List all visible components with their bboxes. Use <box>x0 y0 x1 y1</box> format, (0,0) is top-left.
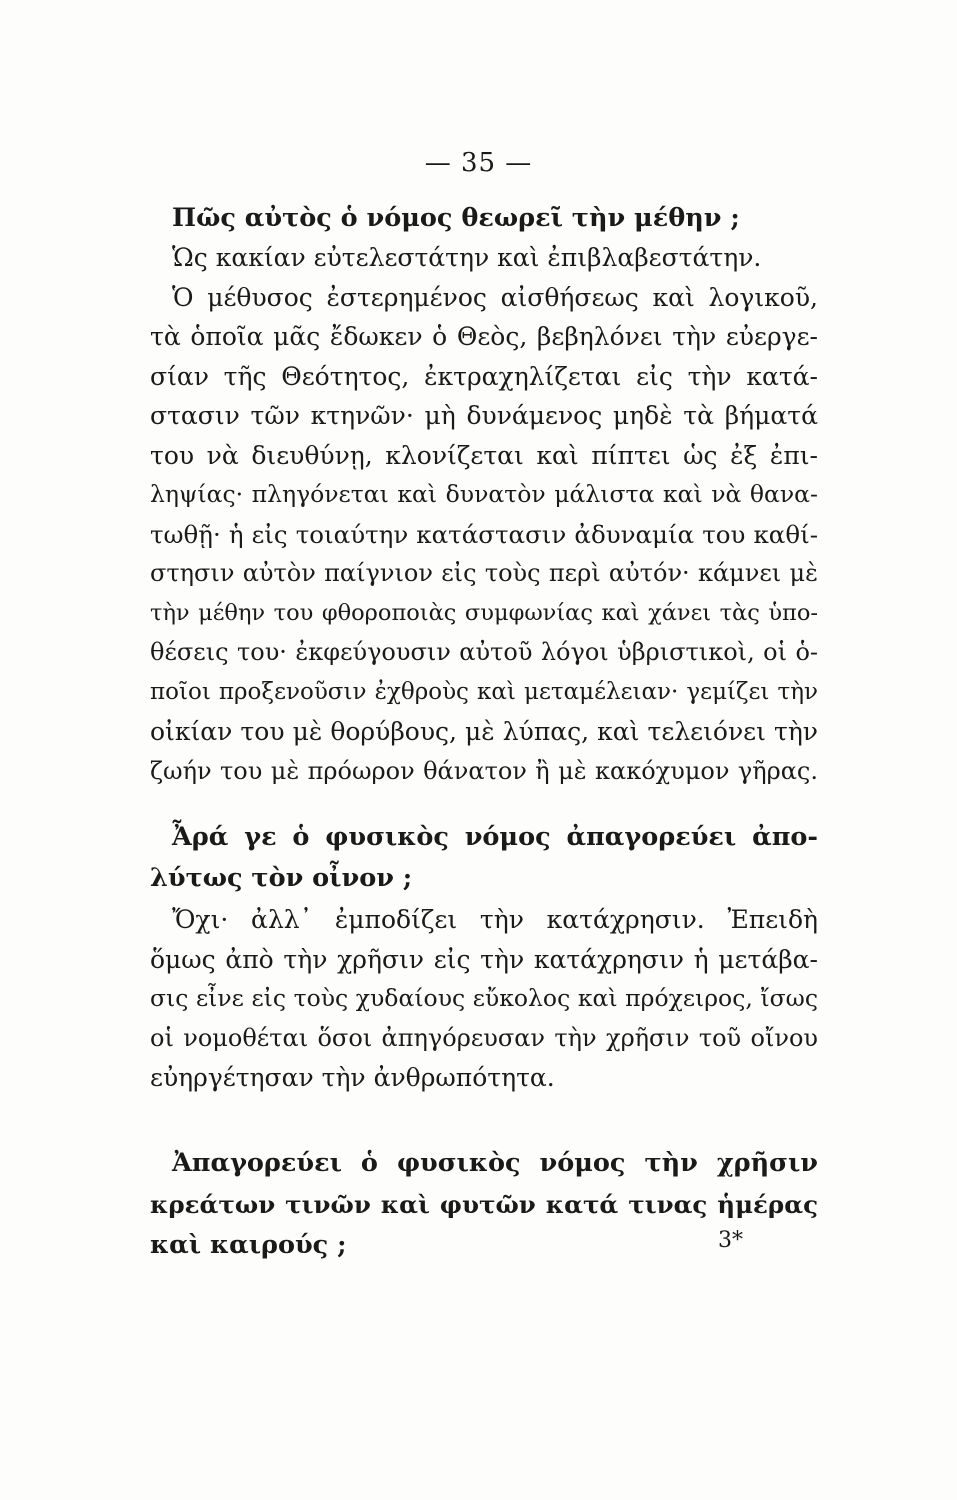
answer-line: τὰ ὁποῖα μᾶς ἔδωκεν ὁ Θεὸς, βεβηλόνει τὴν εὐεργε- <box>150 322 818 351</box>
answer-line: τωθῇ· ἡ εἰς τοιαύτην κατάστασιν ἀδυναμία του καθί- <box>150 519 818 549</box>
question-line: καὶ καιρούς ; <box>150 1230 347 1260</box>
answer-line: οἱ νομοθέται ὅσοι ἀπηγόρευσαν τὴν χρῆσιν τοῦ οἴνου <box>150 1023 818 1052</box>
question-line: λύτως τὸν οἶνον ; <box>150 863 413 893</box>
answer-line: ληψίας· πληγόνεται καὶ δυνατὸν μάλιστα καὶ νὰ θανα- <box>150 480 818 508</box>
answer-line: σις εἶνε εἰς τοὺς χυδαίους εὔκολος καὶ πρόχειρος, ἴσως <box>150 984 818 1012</box>
answer-line: θέσεις του· ἐκφεύγουσιν αὐτοῦ λόγοι ὑβριστικοὶ, οἱ ὁ- <box>150 638 818 666</box>
answer-line: Ὄχι· ἀλλ᾿ ἐμποδίζει τὴν κατάχρησιν. Ἐπειδὴ <box>172 905 818 934</box>
signature-mark: 3* <box>718 1228 743 1253</box>
question-line: Ἀπαγορεύει ὁ φυσικὸς νόμος τὴν χρῆσιν <box>172 1148 818 1178</box>
answer-line: στησιν αὐτὸν παίγνιον εἰς τοὺς περὶ αὐτόν· κάμνει μὲ <box>150 559 818 587</box>
answer-line: Ὁ μέθυσος ἐστερημένος αἰσθήσεως καὶ λογικοῦ, <box>172 282 818 312</box>
answer-2 <box>150 900 818 1098</box>
question-2 <box>150 817 818 899</box>
answer-line: εὐηργέτησαν τὴν ἀνθρωπότητα. <box>150 1063 555 1092</box>
answer-line: στασιν τῶν κτηνῶν· μὴ δυνάμενος μηδὲ τὰ βήματά <box>150 401 818 430</box>
question-1 <box>150 198 818 239</box>
answer-line: ὅμως ἀπὸ τὴν χρῆσιν εἰς τὴν κατάχρησιν ἡ μετάβα- <box>150 944 818 974</box>
answer-line: σίαν τῆς Θεότητος, ἐκτραχηλίζεται εἰς τὴν κατά- <box>150 361 818 391</box>
answer-line: τὴν μέθην του φθοροποιὰς συμφωνίας καὶ χάνει τὰς ὑπο- <box>150 599 818 626</box>
answer-line: του νὰ διευθύνῃ, κλονίζεται καὶ πίπτει ὡς ἐξ ἐπι- <box>150 440 818 470</box>
answer-line: ποῖοι προξενοῦσιν ἐχθροὺς καὶ μεταμέλειαν· γεμίζει τὴν <box>150 678 818 705</box>
question-line: κρεάτων τινῶν καὶ φυτῶν κατά τινας ἡμέρας <box>150 1190 818 1219</box>
question-line: Πῶς αὐτὸς ὁ νόμος θεωρεῖ τὴν μέθην ; <box>172 203 740 233</box>
answer-line: οἰκίαν του μὲ θορύβους, μὲ λύπας, καὶ τελειόνει τὴν <box>150 717 818 746</box>
answer-1 <box>150 238 818 791</box>
page-number: — 35 — <box>424 148 533 178</box>
answer-line: Ὡς κακίαν εὐτελεστάτην καὶ ἐπιβλαβεστάτην. <box>172 243 762 272</box>
answer-line: ζωήν του μὲ πρόωρον θάνατον ἢ μὲ κακόχυμον γῆρας. <box>150 756 818 785</box>
question-line: Ἆρά γε ὁ φυσικὸς νόμος ἀπαγορεύει ἀπο- <box>172 822 818 852</box>
